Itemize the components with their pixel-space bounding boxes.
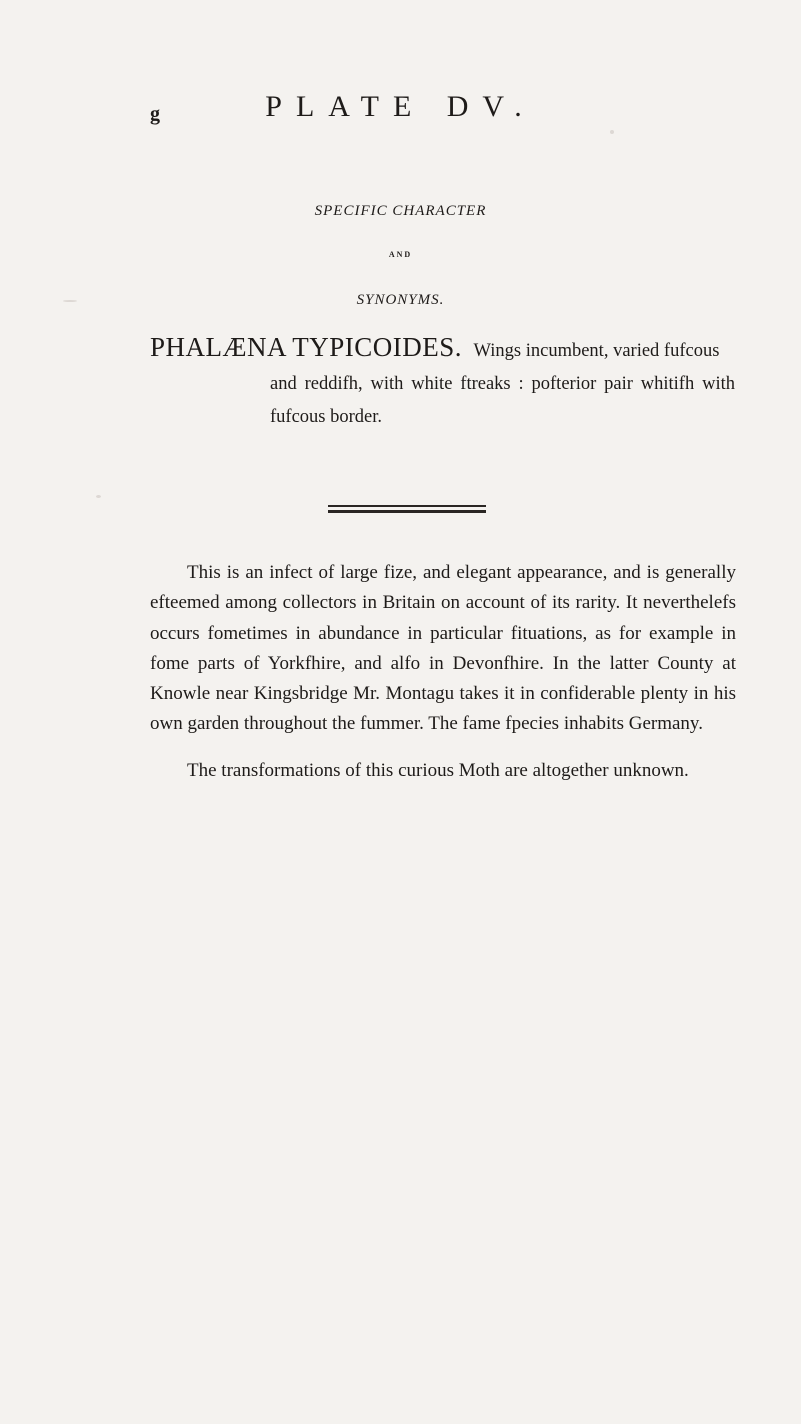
subheading-synonyms: SYNONYMS. [356,292,445,308]
species-desc-rest: and reddifh, with white ftreaks : pofterior pair whitifh with fufcous border. [270,374,735,427]
paper-spot [63,300,77,302]
signature-mark: g [150,103,160,125]
paper-spot [96,495,101,498]
divider-rule-top [328,505,486,507]
subheading-specific-character: SPECIFIC CHARACTER [314,203,487,219]
species-name: PHALÆNA TYPICOIDES. [150,332,463,362]
plate-title: PLATE DV. [265,90,536,123]
divider-rule-bottom [328,510,486,513]
species-desc-first: Wings incumbent, varied fufcous [473,341,720,361]
paragraph-1-text: This is an infect of large fize, and elegant appearance, and is generally efteemed among collectors in Britain on account of its rarity. It neverthelefs occurs fometimes in abundance in particular fituations, as for example in fome parts of Yorkfhire, and alfo in Devonfhire. In the latter County at Knowle near Kingsbridge Mr. Montagu takes it in confiderable plenty in his own garden throughout the fummer. The fame fpecies inhabits Germany. [150,562,736,735]
paper-spot [610,130,614,134]
species-description [150,331,735,434]
body-paragraph-2: The transformations of this curious Moth are altogether unknown. [187,760,689,781]
subheading-and: AND [388,250,413,259]
body-paragraph-1 [150,558,736,740]
